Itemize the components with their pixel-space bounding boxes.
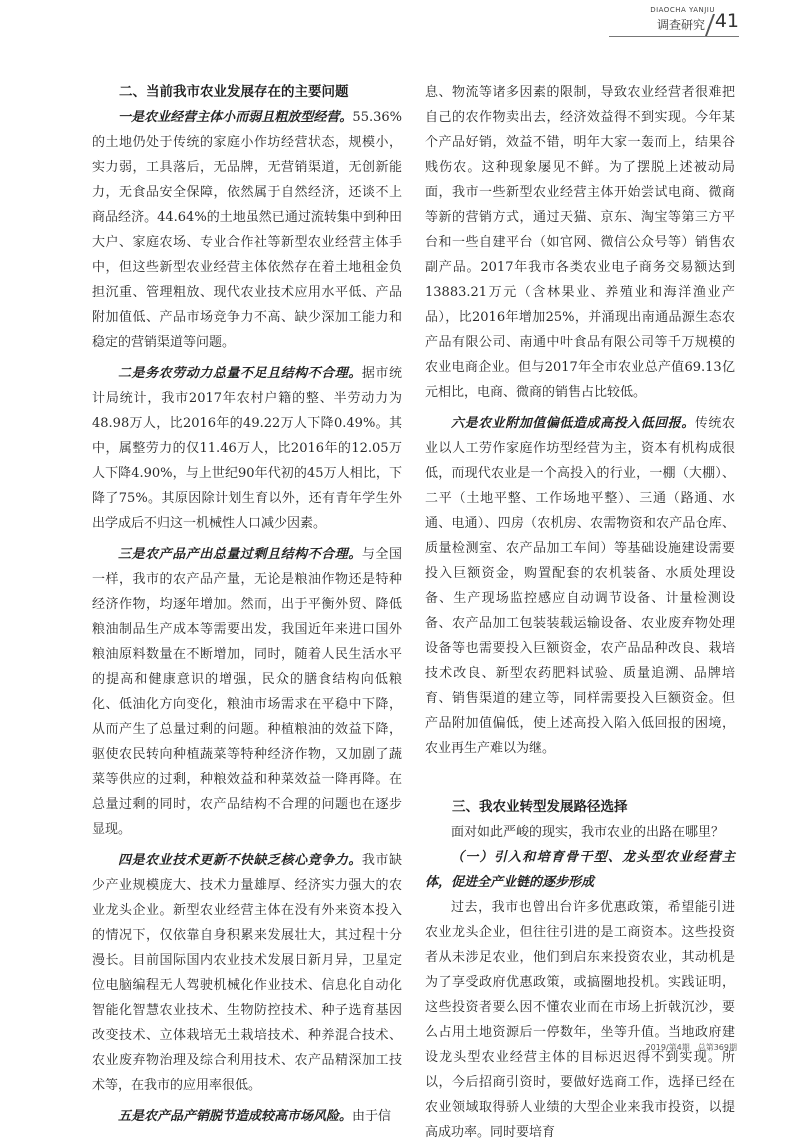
header-rule xyxy=(609,36,739,37)
paragraph-8: 过去，我市也曾出台许多优惠政策，希望能引进农业龙头企业，但往往引进的是工商资本。这些投资者从未涉足农业，他们到启东来投资农业，其动机是为了享受政府优惠政策，或搞圈地投机。实践证明，这些投资者要么因不懂农业而在市场上折戟沉沙，要么占用土地资源后一停数年，坐等升值。当地政府建设龙头型农业经营主体的目标迟迟得不到实现。所以，今后招商引资时，要做好选商工作，选择已经在农业领域取得骄人业绩的大型企业来我市投资，以提高成功率。同时要培育 xyxy=(425,900,735,1140)
paragraph-5-lead: 五是农产品产销脱节造成较高市场风险。 xyxy=(118,1109,353,1124)
paragraph-6-lead: 六是农业附加值偏低造成高投入低回报。 xyxy=(451,416,695,431)
section-heading-2: 二、当前我市农业发展存在的主要问题 xyxy=(119,84,349,100)
section-heading-3: 三、我农业转型发展路径选择 xyxy=(452,799,628,815)
left-column xyxy=(92,80,402,1129)
paragraph-4 xyxy=(92,848,402,1098)
subsection-heading-1: （一）引入和培育骨干型、龙头型农业经营主体，促进全产业链的逐步形成 xyxy=(425,850,735,890)
paragraph-5-text: 由于信 xyxy=(352,1109,392,1124)
paragraph-7: 面对如此严峻的现实，我市农业的出路在哪里？ xyxy=(451,825,725,840)
paragraph-3-lead: 三是农产品产出总量过剩且结构不合理。 xyxy=(118,547,362,562)
paragraph-2-text: 据市统计局统计，我市2017年农村户籍的整、半劳动力为48.98万人，比2016年的49.22万人下降0.49%。其中，属整劳力的仅11.46万人，比2016年的12.05万人下降4.90%，与上世纪90年代初的45万人相比，下降了75%。其原因除计划生育以外，还有青年学生外出学成后不归这一机械性人口减少因素。 xyxy=(92,366,402,531)
paragraph-2 xyxy=(92,361,402,536)
paragraph-4-lead: 四是农业技术更新不快缺乏核心竞争力。 xyxy=(118,853,362,868)
section-title: 调查研究 xyxy=(656,18,705,32)
paragraph-4-text: 我市缺少产业规模庞大、技术力量雄厚、经济实力强大的农业龙头企业。新型农业经营主体在没有外来资本投入的情况下，仅依靠自身积累来发展壮大，其过程十分漫长。目前国际国内农业技术发展日新月异，卫星定位电脑编程无人驾驶机械化作业技术、信息化自动化智能化智慧农业技术、生物防控技术、种子选育基因改变技术、立体栽培无土栽培技术、种养混合技术、农业废弃物治理及综合利用技术、农产品精深加工技术等，在我市的应用率很低。 xyxy=(92,853,402,1093)
paragraph-2-lead: 二是务农劳动力总量不足且结构不合理。 xyxy=(118,366,362,381)
paragraph-5-continued: 息、物流等诸多因素的限制，导致农业经营者很难把自己的农作物卖出去，经济效益得不到实现。今年某个产品好销，效益不错，明年大家一轰而上，结果谷贱伤农。这种现象屡见不鲜。为了摆脱上述被动局面，我市一些新型农业经营主体开始尝试电商、微商等新的营销方式，通过天猫、京东、淘宝等第三方平台和一些自建平台（如官网、微信公众号等）销售农副产品。2017年我市各类农业电子商务交易额达到13883.21万元（含林果业、养殖业和海洋渔业产品），比2016年增加25%，并涌现出南通品源生态农产品有限公司、南通中叶食品有限公司等千万规模的农业电商企业。但与2017年全市农业总产值69.13亿元相比，电商、微商的销售占比较低。 xyxy=(425,85,735,400)
paragraph-3-text: 与全国一样，我市的农产品产量，无论是粮油作物还是特种经济作物，均逐年增加。然而，出于平衡外贸、降低粮油制品生产成本等需要出发，我国近年来进口国外粮油原料数量在不断增加，同时，随着人民生活水平的提高和健康意识的增强，民众的膳食结构向低粮化、低油化方向变化，粮油市场需求在平稳中下降，从而产生了总量过剩的问题。种植粮油的效益下降，驱使农民转向种植蔬菜等特种经济作物，又加剧了蔬菜等供应的过剩，种粮效益和种菜效益一降再降。在总量过剩的同时，农产品结构不合理的问题也在逐步显现。 xyxy=(92,547,402,837)
page-number: 41 xyxy=(714,10,739,32)
paragraph-5 xyxy=(92,1104,402,1129)
right-column xyxy=(425,80,735,1145)
paragraph-3 xyxy=(92,542,402,842)
paragraph-6-text: 传统农业以人工劳作家庭作坊型经营为主，资本有机构成很低，而现代农业是一个高投入的行业，一棚（大棚）、二平（土地平整、工作场地平整）、三通（路通、水通、电通）、四房（农机房、农需物资和农产品仓库、质量检测室、农产品加工车间）等基础设施建设需要投入巨额资金，购置配套的农机装备、水质处理设备、生产现场监控感应自动调节设备、计量检测设备、农产品加工包装装载运输设备、农业废弃物处理设备等也需要投入巨额资金，农产品品种改良、栽培技术改良、新型农药肥料试验、质量追溯、品牌培育、销售渠道的建立等，同样需要投入巨额资金。但产品附加值偏低，使上述高投入陷入低回报的困境，农业再生产难以为继。 xyxy=(425,416,735,756)
issue-footer: 2019/第4期 总第369期 xyxy=(645,1043,737,1052)
journal-pinyin: DIAOCHA YANJIU xyxy=(650,6,715,14)
paragraph-1-text: 55.36%的土地仍处于传统的家庭小作坊经营状态，规模小，实力弱，工具落后，无品牌，无营销渠道，无创新能力，无食品安全保障，依然属于自然经济，还谈不上商品经济。44.64%的土地虽然已通过流转集中到种田大户、家庭农场、专业合作社等新型农业经营主体手中，但这些新型农业经营主体依然存在着土地租金负担沉重、管理粗放、现代农业技术应用水平低、产品附加值低、产品市场竞争力不高、缺少深加工能力和稳定的营销渠道等问题。 xyxy=(92,110,402,350)
header-divider xyxy=(705,14,715,36)
paragraph-1-lead: 一是农业经营主体小而弱且粗放型经营。 xyxy=(118,110,353,125)
page-header xyxy=(609,6,739,38)
paragraph-1 xyxy=(92,105,402,355)
paragraph-6 xyxy=(425,411,735,761)
